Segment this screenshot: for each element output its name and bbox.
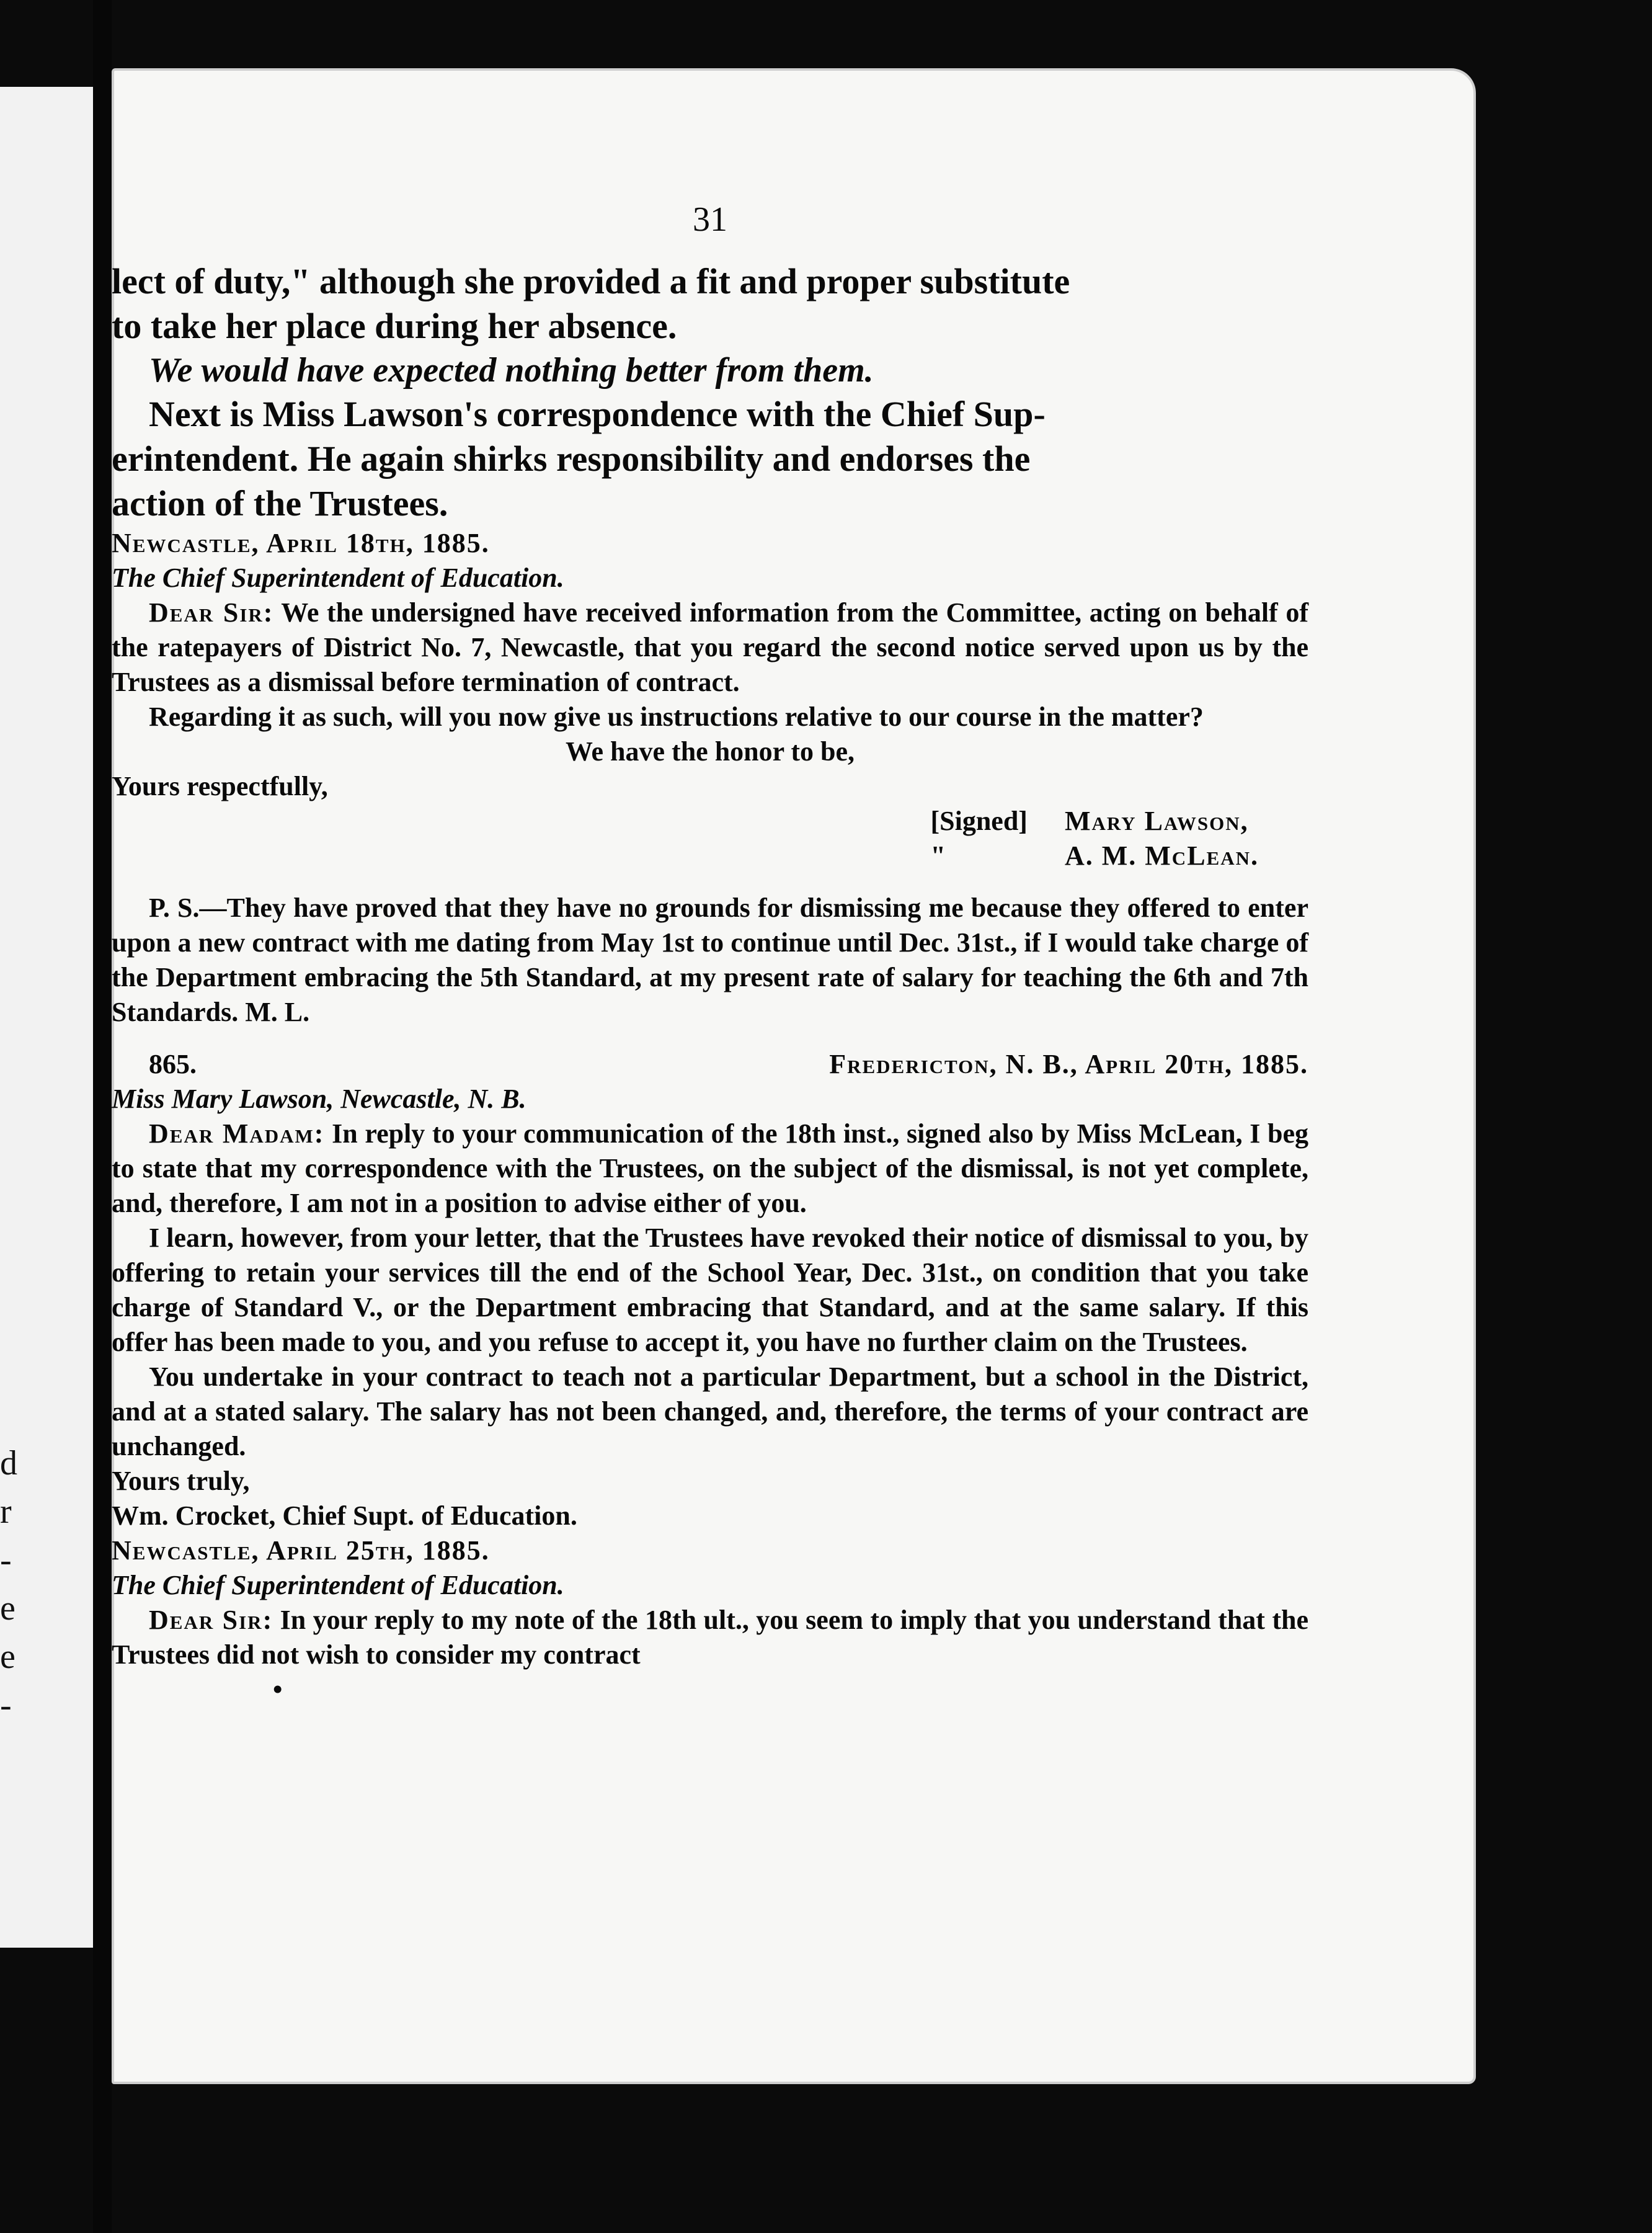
letter-body: Regarding it as such, will you now give us instructions relative to our course in the matter? xyxy=(149,702,1204,732)
letter-2 xyxy=(112,1047,1308,1533)
letter-body: In your reply to my note of the 18th ult., you seem to imply that you understand that the Trustees did not wish to consider my contract xyxy=(112,1605,1308,1670)
left-fragment: r xyxy=(0,1492,12,1531)
letter-addressee: Miss Mary Lawson, Newcastle, N. B. xyxy=(112,1084,526,1114)
letter-body: In reply to your communication of the 18th inst., signed also by Miss McLean, I beg to state that my correspondence with the Trustees, on the subject of the dismissal, is not yet complete, and, therefore, I am not in a position to advise either of you. xyxy=(112,1118,1308,1218)
letter-number: 865. xyxy=(149,1049,197,1079)
ditto-mark: " xyxy=(930,840,946,871)
intro-line: Next is Miss Lawson's correspondence with the Chief Sup- xyxy=(149,394,1046,434)
letter-body: I learn, however, from your letter, that the Trustees have revoked their notice of dismissal to you, by offering to retain your services till the end of the School Year, Dec. 31st., on condition that you take charge of Standard V., or the Department embracing that Standard, and at the same salary. If this offer has been made to you, and you refuse to accept it, you have no further claim on the Trustees. xyxy=(112,1223,1308,1357)
signer-name: A. M. McLean. xyxy=(1064,840,1259,871)
left-fragment: e xyxy=(0,1589,16,1628)
left-fragment: - xyxy=(0,1686,12,1724)
letter-closing: We have the honor to be, xyxy=(565,736,855,767)
intro-line: lect of duty," although she provided a fit and proper substitute xyxy=(112,261,1070,301)
book-gutter xyxy=(93,0,112,2233)
intro-line: to take her place during her absence. xyxy=(112,306,677,346)
letter-addressee: The Chief Superintendent of Education. xyxy=(112,563,564,593)
italic-remark: We would have expected nothing better from them. xyxy=(149,351,874,390)
letter-dateline: Fredericton, N. B., April 20th, 1885. xyxy=(829,1049,1308,1079)
intro-line: erintendent. He again shirks responsibility and endorses the xyxy=(112,439,1031,479)
signer-name: Mary Lawson, xyxy=(1064,806,1249,836)
letter-addressee: The Chief Superintendent of Education. xyxy=(112,1570,564,1600)
intro-paragraph-2 xyxy=(112,392,1308,526)
left-fragment: - xyxy=(0,1541,12,1579)
page-number: 31 xyxy=(693,200,727,239)
letter-body: You undertake in your contract to teach not a particular Department, but a school in the District, and at a stated salary. The salary has not been changed, and, therefore, the terms of your contract are unchanged. xyxy=(112,1362,1308,1461)
signer-name: Wm. Crocket, Chief Supt. of Education. xyxy=(112,1500,577,1531)
letter-closing: Yours respectfully, xyxy=(112,771,328,801)
postscript: P. S.—They have proved that they have no grounds for dismissing me because they offered to enter upon a new contract with me dating from May 1st to continue until Dec. 31st., if I would take charge of the Department embracing the 5th Standard, at my present rate of salary for teaching the 6th and 7th Standards. M. L. xyxy=(112,893,1308,1027)
letter-salutation: Dear Sir: xyxy=(149,597,274,628)
letter-body: We the undersigned have received information from the Committee, acting on behalf of the ratepayers of District No. 7, Newcastle, that you regard the second notice served upon us by the Trustees as a dismissal before termination of contract. xyxy=(112,597,1308,697)
ink-mark: • xyxy=(273,1674,283,1705)
signature-block xyxy=(112,804,1308,873)
letter-header xyxy=(112,1047,1308,1082)
letter-1 xyxy=(112,526,1308,1030)
left-fragment: e xyxy=(0,1638,16,1676)
left-page-edge xyxy=(0,87,93,1948)
intro-section xyxy=(112,259,1308,349)
left-page-text-fragments xyxy=(0,1439,25,1729)
letter-dateline: Newcastle, April 25th, 1885. xyxy=(112,1535,490,1566)
intro-line: action of the Trustees. xyxy=(112,483,448,524)
letter-dateline: Newcastle, April 18th, 1885. xyxy=(112,528,490,558)
page-content xyxy=(112,198,1308,1707)
letter-salutation: Dear Sir: xyxy=(149,1605,273,1635)
letter-closing: Yours truly, xyxy=(112,1466,250,1496)
signed-label: [Signed] xyxy=(930,806,1028,836)
letter-salutation: Dear Madam: xyxy=(149,1118,325,1149)
letter-3 xyxy=(112,1533,1308,1707)
left-fragment: d xyxy=(0,1444,17,1482)
